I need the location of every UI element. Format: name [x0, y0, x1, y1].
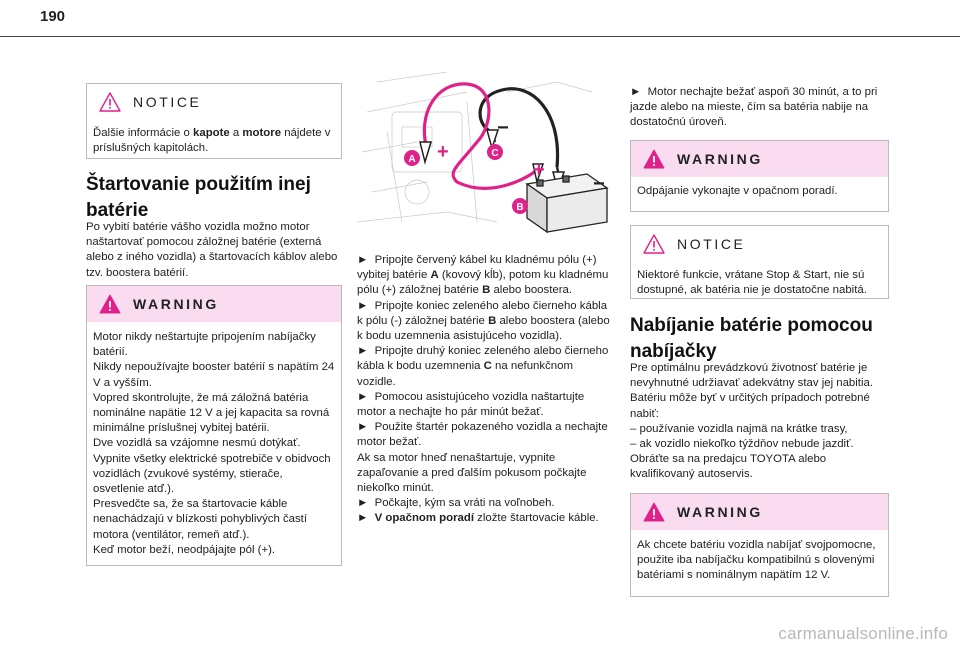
bold-kapote: kapote: [193, 127, 230, 139]
notice-text: Ďalšie informácie o kapote a motore nájdete v príslušných kapitolách.: [93, 127, 331, 155]
step-1: ► Pripojte červený kábel ku kladnému pólu (+) vybitej batérie A (kovový kĺb), potom ku kladnému pólu (+) záložnej batérie B alebo boostera.: [357, 254, 609, 297]
warning-text: Motor nikdy neštartujte pripojením nabíjačky batérií. Nikdy nepoužívajte booster batérií s napätím 24 V a vyšším. Vopred skontrolujte, že má záložná batéria nominálne napätie 12 V a jej kapacita sa rovná minimálne príslušnej vybitej batérii. Dve vozidlá sa vzájomne nesmú dotýkať. Vypnite všetky elektrické spotrebiče v obidvoch vozidlách (zvukové systémy, stierače, osvetlenie atď.). Presvedčte sa, že sa štartovacie káble nenachádzajú v blízkosti pohyblivých častí motora (ventilátor, remeň atď.). Keď motor beží, neodpájajte pól (+).: [93, 331, 335, 556]
notice-title: NOTICE: [133, 94, 202, 110]
step-2: ► Pripojte koniec zeleného alebo čierneho kábla k pólu (-) záložnej batérie B alebo boostera (alebo k bodu uzemnenia asistujúceho vozidla).: [357, 299, 610, 343]
notice-box: [86, 83, 342, 159]
warning-triangle-outline-icon: [99, 92, 121, 112]
step-4: ► Pomocou asistujúceho vozidla naštartujte motor a nechajte ho pár minút bežať.: [357, 390, 585, 419]
step-3: ► Pripojte druhý koniec zeleného alebo čierneho kábla k bodu uzemnenia C na nefunkčnom vozidle.: [357, 345, 609, 388]
pink-cable: [424, 84, 537, 188]
notice-title-2: NOTICE: [677, 236, 746, 252]
warning-triangle-icon: [643, 149, 665, 169]
section-heading-charger: Nabíjanie batérie pomocou nabíjačky: [630, 315, 873, 362]
jumpstart-diagram: [357, 72, 612, 242]
step-5: ► Použite štartér pokazeného vozidla a nechajte motor bežať.: [357, 421, 608, 449]
minus-sign-c: −: [497, 117, 509, 139]
jumpstart-steps: [357, 253, 611, 527]
warning-box-3: [630, 493, 889, 597]
step-note: Ak sa motor hneď nenaštartuje, vypnite zapaľovanie a pred ďalším pokusom počkajte niekoľko minút.: [357, 451, 587, 495]
label-b: B: [516, 202, 524, 213]
watermark: carmanualsonline.info: [778, 624, 948, 643]
warning-triangle-outline-icon: [643, 234, 665, 254]
warning-header-2: [631, 141, 888, 177]
label-a: A: [408, 154, 416, 165]
plus-sign-b: +: [533, 159, 545, 181]
warning-header-3: [631, 494, 888, 530]
warning-box-2: [630, 140, 889, 212]
warning-title: WARNING: [133, 296, 219, 312]
minus-sign-b: −: [593, 173, 605, 195]
notice-header: [87, 84, 341, 120]
notice-header-2: [631, 226, 888, 262]
label-c: C: [491, 148, 499, 159]
bold-motore: motore: [242, 127, 282, 139]
header-divider: [0, 36, 960, 37]
notice-box-2: [630, 225, 889, 299]
warning-header: [87, 286, 341, 322]
warning-box: [86, 285, 342, 566]
warning-text-2: Odpájanie vykonajte v opačnom poradí.: [637, 185, 838, 197]
section-heading-jumpstart: Štartovanie použitím inej batérie: [86, 174, 311, 221]
jumpstart-illustration: [357, 72, 612, 242]
warning-text-3: Ak chcete batériu vozidla nabíjať svojpomocne, použite iba nabíjačku kompatibilnú s olovenými batériami s nominálnym napätím 12 V.: [637, 539, 876, 582]
warning-triangle-icon: [643, 502, 665, 522]
jumpstart-intro: Po vybití batérie vášho vozidla možno motor naštartovať pomocou záložnej batérie (externá alebo z iného vozidla) a štartovacích káblov alebo tzv. boostera batérií.: [86, 221, 338, 279]
step-7: ► V opačnom poradí zložte štartovacie káble.: [357, 512, 599, 525]
page-number: 190: [40, 8, 66, 25]
warning-title-2: WARNING: [677, 151, 763, 167]
notice-text-2: Niektoré funkcie, vrátane Stop & Start, nie sú dostupné, ak batéria nie je dostatočne nabitá.: [637, 269, 867, 297]
plus-sign-a: +: [437, 141, 449, 163]
step-6: ► Počkajte, kým sa vráti na voľnobeh.: [357, 497, 555, 510]
warning-triangle-icon: [99, 294, 121, 314]
warning-title-3: WARNING: [677, 504, 763, 520]
charger-text: Pre optimálnu prevádzkovú životnosť batérie je nevyhnutné udržiavať adekvátny stav jej nabitia. Batériu môže byť v určitých prípadoch potrebné nabiť: – používanie vozidla najmä na krátke trasy, – ak vozidlo niekoľko týždňov nebude jazdiť. Obráťte sa na predajcu TOYOTA alebo kvalifikovaný autoservis.: [630, 362, 873, 481]
step-8: ► Motor nechajte bežať aspoň 30 minút, a to pri jazde alebo na mieste, čím sa batéria nabije na dostatočnú úroveň.: [630, 86, 878, 129]
